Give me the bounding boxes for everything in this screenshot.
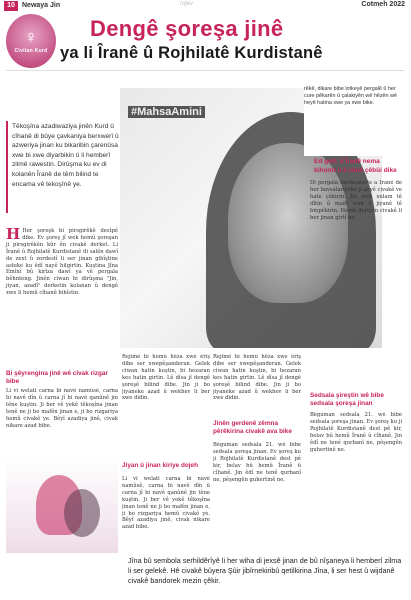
footer-quote [128, 556, 404, 586]
column-d: Di pergala baviksalarîe a Îranê de her bavsalarîyeke ji aliyê civakê ve hate çêkirin. Jin wek xulam tê dîtin û mafê wan ê jiyanê tê binpêkirin. Hemû deriyên civakê li ber jinan girtî ne. [310, 180, 402, 221]
issue-date: Cotmeh 2022 [361, 1, 405, 8]
footer-quote-text: Jîna bû sembola serhildêrîyê li her wiha di jexsê jinan de bû nîşaneya li hemberî zilma li ser gelekê. Hê civakê bûyera Şûir jibîrnekiribû qetilkirina Jîna, li ser hest û wijdanê civakê bandorek mezin çêkir. [128, 556, 402, 585]
column-c2: Bêguman sedsala 21. wê bibe sedsala şoreşa jinan. Ev şoreş ku ji Rojhilatê Kurdistanê dest pê kir, belav bû hemû Îranê û cîhanê. Jin êdî ne tenê qurbanî ne, pêşengên guhertinê ne. [213, 442, 301, 483]
headline-title: Dengê şoreşa jinê [90, 16, 284, 41]
top-bar [0, 0, 411, 11]
paper-name: Newaya Jin [22, 2, 61, 9]
right-intro-text: rêkê, dikare bibe lotkeyê pergalê û her cure pêkarên û çalakiyên wê hêzên wê heyê hatina xwe ya xwe bike. [304, 86, 404, 156]
subhead-middle-left: Jiyan û jinan kiriye dojeh [122, 462, 199, 469]
illustration-figure-2 [64, 489, 100, 537]
column-c: Rejîmê bi hemû hêza xwe êrîş dibe ser xwepêşanderan. Gelek ciwan hatin kuştin, bi hezaran kes hatin girtin. Lê dîsa jî dengê şoreşê bilind dibe. Jin ji bo jiyaneke azad û wekhev li ber xwe didin. [213, 354, 301, 402]
section-label: rojev [180, 1, 194, 7]
page-number: 10 [4, 1, 18, 11]
lead-paragraph: Têkoşîna azadiwaziya jinên Kurd û cîhanê di bûye çavkaniya berxwerî û azweriya jinan ku bikaribin çarenûsa xwe bi xwe diyarbikin û li hemberî zilmê rawestin. Dirûşma ku ev di kolanên Îranê de têm bilind te encama vê tekoşînê ye. [12, 123, 119, 188]
headline-subtitle: ya li Îranê û Rojhilatê Kurdistanê [60, 44, 323, 62]
column-a-text: Her şoreşk bi pirsgirêkê destpê dike. Ev şoreş jî wek hemû şoreşan ji pirsgirêkên kûr ên civakê derket. Li Îranê û Rojhilatê Kurdistanê di salên dawî de zext û zordestî li ser jinan gihîştine asteke ku êdî nayê hilgirtin. Kuştina Jîna Emînî bû kirîza dawî ya vê pergala bêhnteng. Jinên ciwan bi dirûşma "Jin, jiyan, azadî" derketin kolanan û dengê xwe li hemû cîhanê bihîstin. [6, 228, 118, 297]
logo-text: Civilan Kurd [14, 48, 48, 54]
column-b: Rejîmê bi hemû hêza xwe êrîş dibe ser xwepêşanderan. Gelek ciwan hatin kuştin, bi hezaran kes hatin girtin. Lê dîsa jî dengê şoreşê bilind dibe. Jin ji bo jiyaneke azad û wekhev li ber xwe didin. [122, 354, 210, 402]
subhead-middle-right: Jinên gerdenê zêmna pêrêkirina civakê ava bike [213, 420, 292, 435]
header-divider [6, 70, 404, 71]
column-a2: Li vî welatî carna bi navê namûsê, carna bi navê dîn û carna jî bi navê qanûnê jin têne kuştin. Ji ber vê yekê têkoşîna jinan tenê ne ji bo mafên jinan e, ji bo rizgariya hemû civakê ye. Bêyî azadiya jinê, civak nikare azad bibe. [6, 388, 118, 429]
subhead-left: Bi şêyrengina jinê wê cîvak rizgar bibe [6, 370, 108, 385]
column-b2: Li vî welatî carna bi navê namûsê, carna bi navê dîn û carna jî bi navê qanûnê jin têne kuştin. Ji ber vê yekê têkoşîna jinan tenê ne ji bo mafên jinan e, ji bo rizgariya hemû civakê ye. Bêyî azadiya jinê, civak nikare azad bibe. [122, 476, 210, 531]
organization-logo [6, 14, 56, 68]
column-e: Bêguman sedsala 21. wê bibe sedsala şoreşa jinan. Ev şoreş ku ji Rojhilatê Kurdistanê dest pê kir, belav bû hemû Îranê û cîhanê. Jin êdî ne tenê qurbanî ne, pêşengên guhertinê ne. [310, 412, 402, 453]
subhead-right-top: Ed gotî: li Îranê nema bihomt û li zimê çêbûi dike [314, 158, 397, 174]
photo-hashtag: #MahsaAmini [128, 106, 205, 118]
drop-cap: H [6, 225, 21, 243]
subhead-right-bottom: Sedsala şireştin wê bibe sedsala şoreşa jinan [310, 392, 384, 407]
woman-silhouette-icon: ♀ [24, 27, 38, 47]
